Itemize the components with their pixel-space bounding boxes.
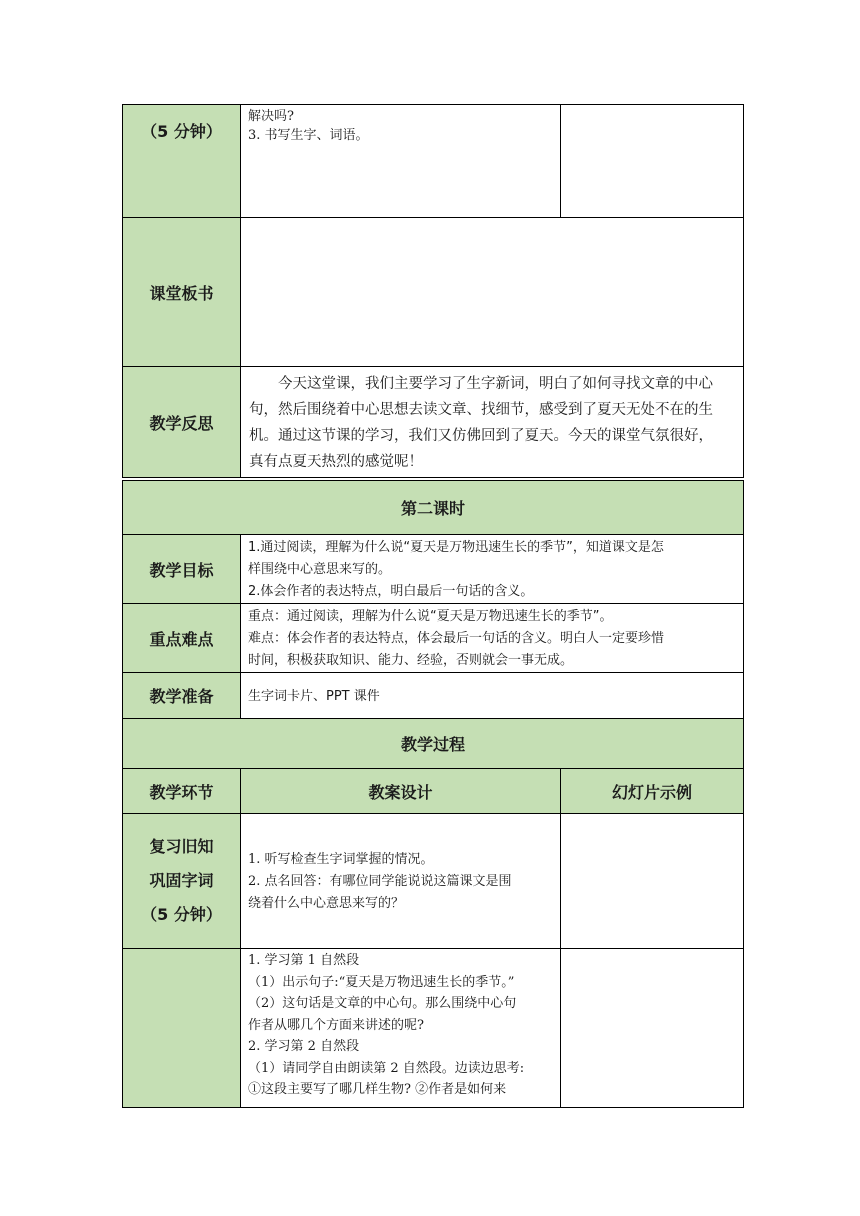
section-title-text: 第二课时 (400, 499, 465, 518)
keypoints-line: 重点：通过阅读，理解为什么说“夏天是万物迅速生长的季节”。 (248, 609, 613, 624)
reflection-label (123, 367, 241, 478)
time-label (123, 105, 241, 218)
table-row (123, 949, 744, 1108)
study-label (123, 949, 241, 1108)
review-label-line: 巩固字词 (149, 871, 214, 890)
review-slide-cell (561, 814, 744, 949)
goals-content (241, 535, 744, 604)
review-label-line: 复习旧知 (149, 837, 214, 856)
column-header-design (241, 769, 561, 814)
keypoints-line: 难点：体会作者的表达特点，体会最后一句话的含义。明白人一定要珍惜 (248, 631, 665, 646)
table-row (123, 481, 744, 535)
column-header-slides-text: 幻灯片示例 (611, 782, 692, 802)
review-line: 绕着什么中心意思来写的？ (248, 896, 405, 911)
lesson-table-part2 (122, 480, 744, 1108)
review-label (123, 814, 241, 949)
slide-cell (561, 105, 744, 218)
keypoints-label (123, 604, 241, 673)
goals-line: 1.通过阅读，理解为什么说“夏天是万物迅速生长的季节”，知道课文是怎 (248, 540, 664, 555)
reflection-content (241, 367, 744, 478)
table-row (123, 673, 744, 719)
review-line: 1. 听写检查生字词掌握的情况。 (248, 852, 434, 867)
column-header-step (123, 769, 241, 814)
process-title-text: 教学过程 (400, 735, 465, 754)
prep-label (123, 673, 241, 719)
column-header-slides (561, 769, 744, 814)
goals-line: 样围绕中心意思来写的。 (248, 562, 392, 577)
reflection-line: 句，然后围绕着中心思想去读文章、找细节，感受到了夏天无处不在的生 (249, 402, 713, 418)
study-slide-cell (561, 949, 744, 1108)
reflection-label-text: 教学反思 (149, 413, 214, 433)
goals-label (123, 535, 241, 604)
study-line: 作者从哪几个方面来讲述的呢? (248, 1017, 424, 1033)
study-line: （2）这句话是文章的中心句。那么围绕中心句 (248, 996, 517, 1011)
goals-label-text: 教学目标 (149, 560, 214, 580)
process-title (123, 719, 744, 769)
design-cell (241, 105, 561, 218)
goals-line: 2.体会作者的表达特点，明白最后一句话的含义。 (248, 584, 534, 599)
keypoints-content (241, 604, 744, 673)
review-label-line: （5 分钟） (141, 905, 222, 924)
study-line: 2. 学习第 2 自然段 (248, 1039, 360, 1054)
keypoints-label-text: 重点难点 (149, 629, 214, 649)
prep-label-text: 教学准备 (149, 687, 214, 706)
table-row (123, 535, 744, 604)
table-row (123, 367, 744, 478)
study-line: 1. 学习第 1 自然段 (248, 953, 360, 968)
time-label-text: （5 分钟） (141, 122, 222, 141)
keypoints-line: 时间，积极获取知识、能力、经验，否则就会一事无成。 (248, 653, 574, 668)
design-line: 解决吗? (248, 109, 294, 124)
reflection-line: 今天这堂课，我们主要学习了生字新词，明白了如何寻找文章的中心 (278, 376, 713, 392)
table-row (123, 604, 744, 673)
table-row (123, 218, 744, 367)
study-design-cell (241, 949, 561, 1108)
table-row (123, 105, 744, 218)
prep-text: 生字词卡片、PPT 课件 (248, 688, 380, 704)
review-line: 2. 点名回答：有哪位同学能说说这篇课文是围 (248, 874, 512, 889)
board-label (123, 218, 241, 367)
design-line: 3. 书写生字、词语。 (248, 128, 369, 143)
study-line: （1）请同学自由朗读第 2 自然段。边读边思考: (248, 1060, 525, 1076)
lesson-table-part1 (122, 104, 744, 478)
reflection-line: 真有点夏天热烈的感觉呢！ (249, 454, 423, 470)
table-row (123, 719, 744, 769)
review-design-cell (241, 814, 561, 949)
table-row (123, 769, 744, 814)
board-label-text: 课堂板书 (149, 283, 214, 303)
prep-content (241, 673, 744, 719)
column-header-design-text: 教案设计 (368, 782, 433, 802)
section-title (123, 481, 744, 535)
board-content-cell (241, 218, 744, 367)
column-header-step-text: 教学环节 (149, 782, 214, 802)
table-row (123, 814, 744, 949)
reflection-line: 机。通过这节课的学习，我们又仿佛回到了夏天。今天的课堂气氛很好， (249, 428, 713, 444)
study-line: （1）出示句子:“夏天是万物迅速生长的季节。” (248, 974, 515, 990)
study-line: ①这段主要写了哪几样生物? ②作者是如何来 (248, 1082, 507, 1097)
